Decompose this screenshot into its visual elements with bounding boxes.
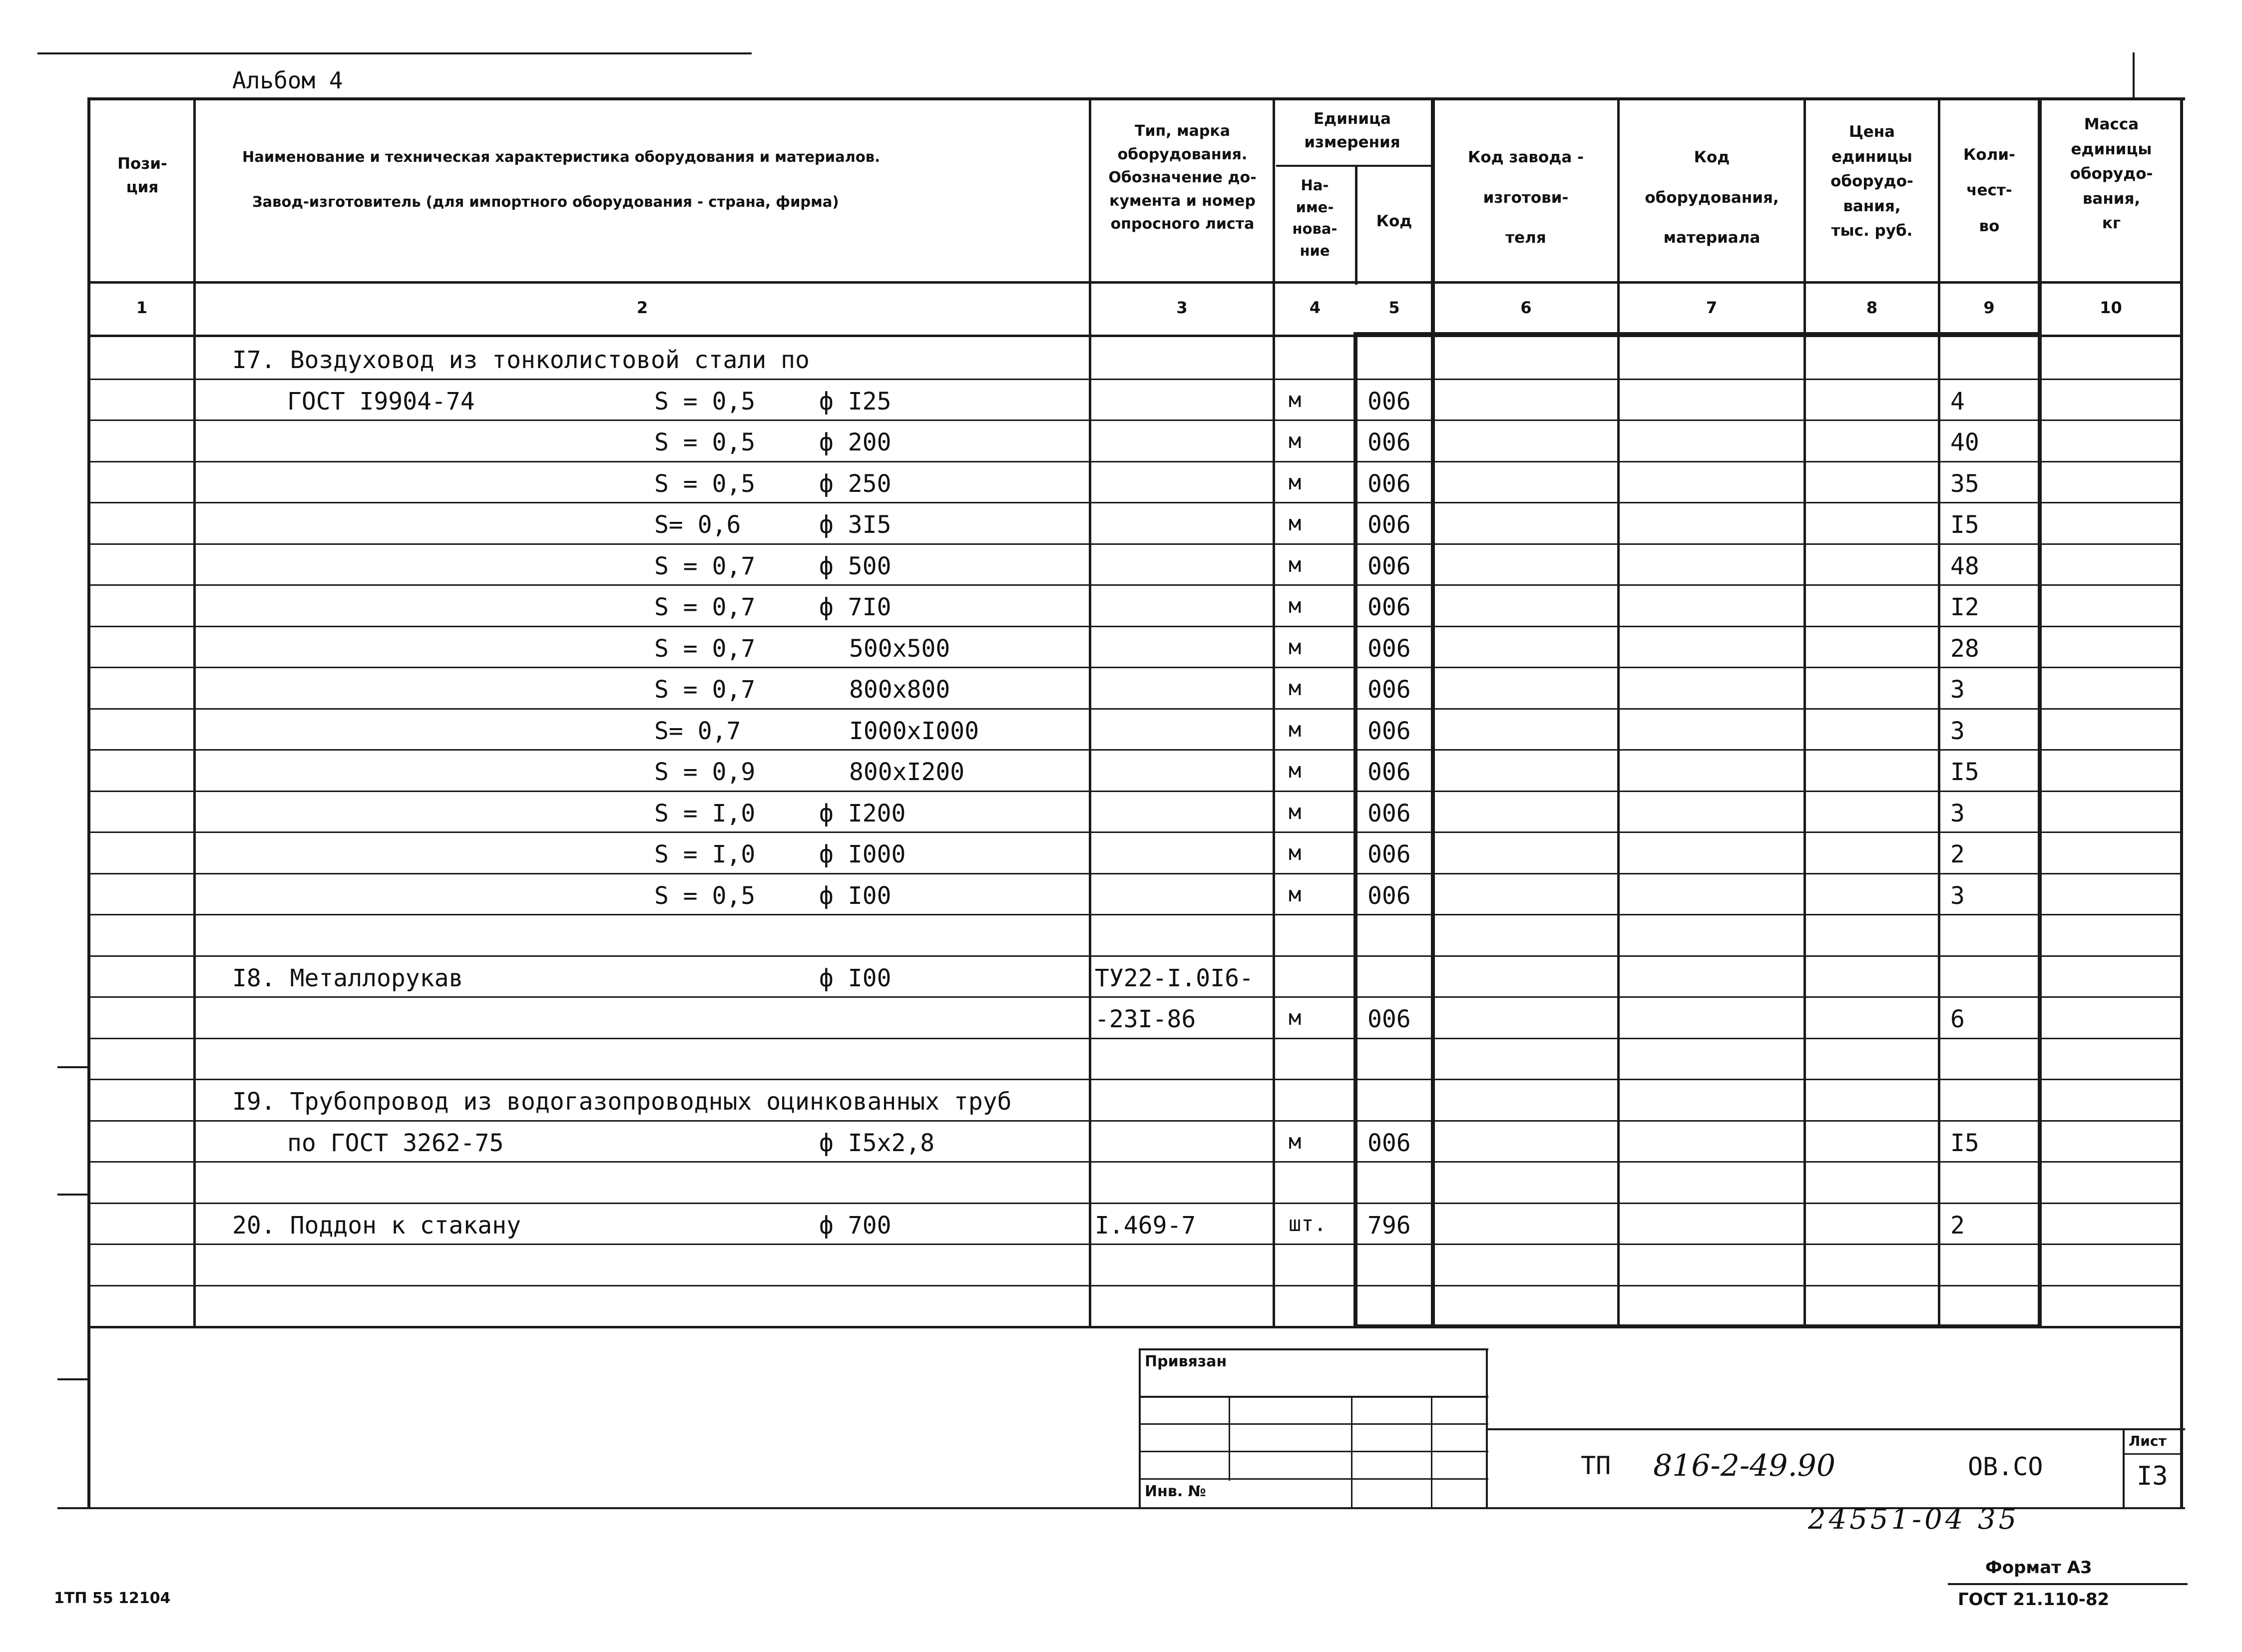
item-document: ТУ22-I.0I6- (1095, 964, 1254, 992)
row-separator (90, 914, 2180, 915)
item-unit: м (1289, 593, 1302, 618)
row-separator (90, 749, 2180, 751)
footer-gost: ГОСТ 21.110-82 (1958, 1590, 2110, 1610)
row-separator (90, 1243, 2180, 1245)
header-position: Пози- ция (117, 155, 167, 196)
item-unit: м (1289, 635, 1302, 659)
item-document: I.469-7 (1095, 1212, 1196, 1239)
item-thickness: S = I,0 (654, 840, 756, 868)
row-separator (90, 873, 2180, 874)
stamp-attached-label: Привязан (1145, 1353, 1227, 1370)
column-number: 7 (1706, 298, 1718, 317)
handwritten-inventory-code: 24551-04 35 (1808, 1503, 2020, 1536)
item-size: 800xI200 (849, 758, 965, 786)
item-size: ф I5x2,8 (819, 1129, 935, 1157)
header-factory-code: Код завода - изготови- теля (1468, 148, 1584, 247)
header-unit-name: На- име- нова- ние (1292, 177, 1338, 259)
item-quantity: 40 (1950, 428, 1979, 456)
item-unit-code: 006 (1367, 388, 1411, 415)
row-separator (90, 831, 2180, 833)
item-unit: м (1289, 800, 1302, 824)
item-quantity: 3 (1950, 882, 1965, 910)
item-quantity: I5 (1950, 511, 1979, 539)
item-thickness: S = 0,5 (654, 428, 756, 456)
item-quantity: 2 (1950, 1212, 1965, 1239)
row-separator (90, 543, 2180, 545)
item-quantity: I5 (1950, 1129, 1979, 1157)
item-unit-code: 006 (1367, 800, 1411, 827)
item-unit-code: 006 (1367, 593, 1411, 621)
item-name: I7. Воздуховод из тонколистовой стали по (232, 346, 810, 374)
item-thickness: S = 0,5 (654, 882, 756, 910)
item-thickness: S= 0,6 (654, 511, 741, 539)
item-thickness: S = 0,5 (654, 388, 756, 415)
column-number: 3 (1176, 298, 1188, 317)
item-unit: шт. (1289, 1212, 1327, 1236)
item-thickness: S = 0,7 (654, 676, 756, 704)
item-quantity: I5 (1950, 758, 1979, 786)
item-unit-code: 006 (1367, 840, 1411, 868)
footer-left-code: 1ТП 55 12104 (54, 1590, 171, 1607)
item-size: ф 250 (819, 470, 892, 498)
item-unit: м (1289, 758, 1302, 783)
column-number: 8 (1866, 298, 1878, 317)
item-size: 500x500 (849, 635, 950, 663)
row-separator (90, 1038, 2180, 1039)
header-unit-group: Единица измерения (1304, 110, 1400, 151)
item-size: 800x800 (849, 676, 950, 704)
header-mass: Масса единицы оборудо- вания, кг (2070, 115, 2153, 233)
item-unit: м (1289, 470, 1302, 494)
column-number: 10 (2100, 298, 2122, 317)
item-unit-code: 006 (1367, 882, 1411, 910)
stamp-tp-number: 816-2-49.90 (1653, 1448, 1836, 1483)
item-quantity: 4 (1950, 388, 1965, 415)
row-separator (90, 461, 2180, 462)
stamp-sheet-label: Лист (2129, 1433, 2167, 1449)
item-quantity: 3 (1950, 800, 1965, 827)
item-unit-code: 006 (1367, 758, 1411, 786)
item-unit-code: 006 (1367, 1129, 1411, 1157)
stamp-mark: ОВ.СО (1968, 1452, 2043, 1481)
row-separator (90, 955, 2180, 957)
stamp-sheet-number: I3 (2137, 1461, 2168, 1491)
header-type-doc: Тип, марка оборудования. Обозначение до- кумента и номер опросного листа (1108, 122, 1257, 233)
header-equipment-code: Код оборудования, материала (1645, 148, 1779, 247)
column-number: 5 (1388, 298, 1400, 317)
item-document: -23I-86 (1095, 1005, 1196, 1033)
row-separator (90, 584, 2180, 586)
item-unit: м (1289, 717, 1302, 742)
row-separator (90, 667, 2180, 668)
item-thickness: S = 0,5 (654, 470, 756, 498)
item-quantity: 3 (1950, 676, 1965, 704)
item-quantity: 2 (1950, 840, 1965, 868)
row-separator (90, 1285, 2180, 1286)
item-unit-code: 006 (1367, 470, 1411, 498)
item-thickness: S = 0,7 (654, 635, 756, 663)
item-unit: м (1289, 428, 1302, 453)
row-separator (90, 419, 2180, 421)
item-unit-code: 006 (1367, 717, 1411, 745)
item-thickness: S = 0,7 (654, 593, 756, 621)
column-number: 9 (1983, 298, 1995, 317)
stamp-tp-label: ТП (1581, 1451, 1611, 1480)
header-name-line2: Завод-изготовитель (для импортного оборудования - страна, фирма) (252, 193, 839, 210)
item-unit: м (1289, 1005, 1302, 1030)
item-quantity: 3 (1950, 717, 1965, 745)
header-name-line1: Наименование и техническая характеристика оборудования и материалов. (242, 148, 881, 165)
item-unit-code: 006 (1367, 428, 1411, 456)
item-name: I9. Трубопровод из водогазопроводных оцинкованных труб (232, 1088, 1012, 1116)
item-size: ф I200 (819, 800, 906, 827)
item-unit: м (1289, 388, 1302, 412)
item-unit: м (1289, 511, 1302, 535)
header-price: Цена единицы оборудо- вания, тыс. руб. (1830, 123, 1913, 240)
item-name: I8. Металлорукав (232, 964, 463, 992)
item-size: ф 3I5 (819, 511, 892, 539)
item-size: ф 200 (819, 428, 892, 456)
item-unit-code: 006 (1367, 1005, 1411, 1033)
item-size: ф I25 (819, 388, 892, 415)
column-number: 6 (1520, 298, 1532, 317)
item-quantity: I2 (1950, 593, 1979, 621)
column-number: 1 (136, 298, 148, 317)
row-separator (90, 626, 2180, 627)
item-quantity: 28 (1950, 635, 1979, 663)
row-separator (90, 791, 2180, 792)
row-separator (90, 1120, 2180, 1122)
row-separator (90, 708, 2180, 710)
item-thickness: S = 0,9 (654, 758, 756, 786)
header-unit-code: Код (1376, 212, 1412, 230)
item-unit: м (1289, 552, 1302, 577)
item-size: ф I000 (819, 840, 906, 868)
row-separator (90, 1161, 2180, 1163)
stamp-inv-label: Инв. № (1145, 1483, 1206, 1500)
item-unit: м (1289, 840, 1302, 865)
item-unit-code: 006 (1367, 635, 1411, 663)
item-size: ф 7I0 (819, 593, 892, 621)
item-size: ф 700 (819, 1212, 892, 1239)
row-separator (90, 996, 2180, 998)
item-unit: м (1289, 676, 1302, 700)
item-thickness: S = 0,7 (654, 552, 756, 580)
item-name: по ГОСТ 3262-75 (287, 1129, 504, 1157)
item-size: I000xI000 (849, 717, 979, 745)
item-thickness: S = I,0 (654, 800, 756, 827)
column-number: 4 (1309, 298, 1321, 317)
item-name: 20. Поддон к стакану (232, 1212, 521, 1239)
row-separator (90, 1203, 2180, 1204)
item-size: ф I00 (819, 882, 892, 910)
footer-format: Формат А3 (1985, 1558, 2092, 1578)
item-quantity: 35 (1950, 470, 1979, 498)
item-unit-code: 006 (1367, 552, 1411, 580)
item-unit-code: 006 (1367, 511, 1411, 539)
item-unit-code: 796 (1367, 1212, 1411, 1239)
column-number: 2 (636, 298, 648, 317)
row-separator (90, 502, 2180, 503)
row-separator (90, 379, 2180, 380)
item-size: ф I00 (819, 964, 892, 992)
item-name: ГОСТ I9904-74 (287, 388, 475, 415)
item-unit-code: 006 (1367, 676, 1411, 704)
row-separator (90, 1079, 2180, 1080)
header-quantity: Коли- чест- во (1963, 146, 2015, 235)
item-size: ф 500 (819, 552, 892, 580)
item-thickness: S= 0,7 (654, 717, 741, 745)
item-unit: м (1289, 882, 1302, 906)
item-unit: м (1289, 1129, 1302, 1154)
item-quantity: 6 (1950, 1005, 1965, 1033)
album-label: Альбом 4 (232, 67, 343, 94)
item-quantity: 48 (1950, 552, 1979, 580)
